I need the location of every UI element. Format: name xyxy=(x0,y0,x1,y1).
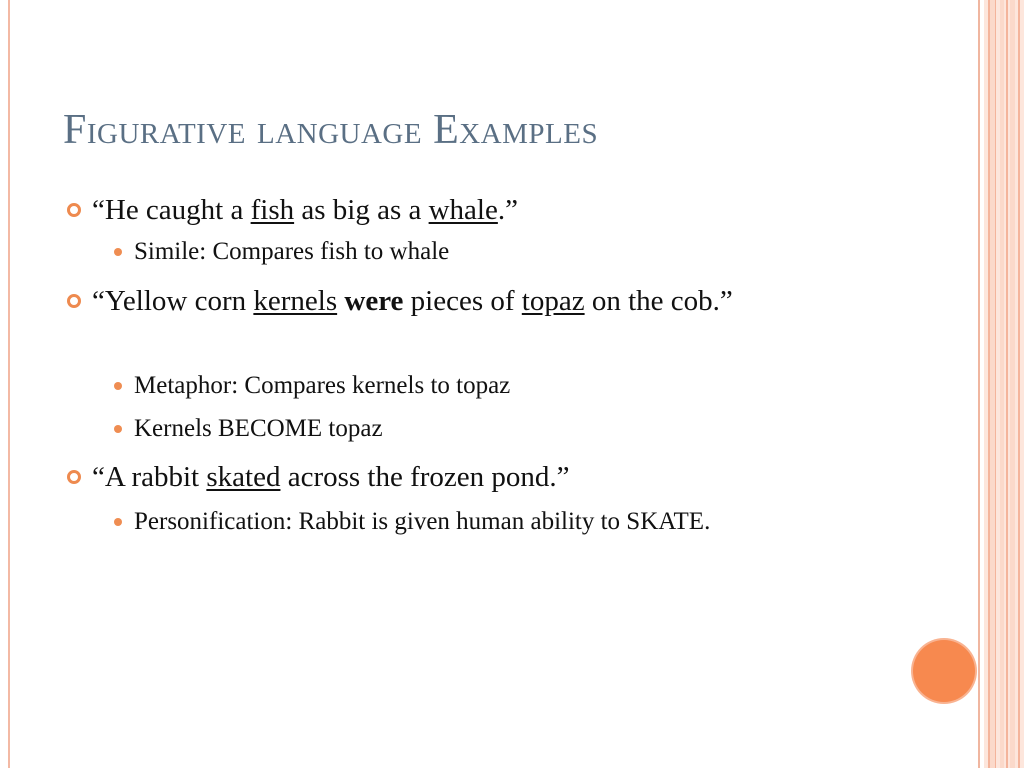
sub-bullet-dot-icon xyxy=(114,248,122,256)
bullet-1-sub-1 xyxy=(134,235,834,269)
bullet-1-text-c: .” xyxy=(497,194,518,226)
slide-frame-right-line xyxy=(978,0,980,768)
bullet-1-sub-1-text: Simile: Compares fish to whale xyxy=(134,238,450,265)
bullet-ring-icon xyxy=(67,470,81,484)
bullet-3-sub-1-text: Personification: Rabbit is given human ability to SKATE. xyxy=(134,508,711,535)
bullet-1-text-a: “He caught a xyxy=(92,194,251,226)
bullet-1-text-b: as big as a xyxy=(294,194,429,226)
bullet-2-sub-1-text: Metaphor: Compares kernels to topaz xyxy=(134,372,511,399)
bullet-3-sub-1 xyxy=(134,505,824,539)
decorative-right-stripes xyxy=(984,0,1024,768)
bullet-ring-icon xyxy=(67,294,81,308)
bullet-1-underlined-whale: whale xyxy=(428,194,498,226)
slide-title: Figurative language Examples xyxy=(63,107,599,153)
bullet-2-text-a: “Yellow corn xyxy=(92,285,254,317)
slide-frame-left-line xyxy=(8,0,10,768)
bullet-2-text-c: pieces of xyxy=(403,285,522,317)
sub-bullet-dot-icon xyxy=(114,518,122,526)
bullet-2-underlined-kernels: kernels xyxy=(253,285,338,317)
bullet-1-underlined-fish: fish xyxy=(250,194,295,226)
bullet-2-underlined-topaz: topaz xyxy=(521,285,585,317)
bullet-2-bold-were: were xyxy=(344,285,404,317)
bullet-3 xyxy=(92,457,892,497)
bullet-2-text-d: on the cob.” xyxy=(584,285,733,317)
sub-bullet-dot-icon xyxy=(114,425,122,433)
bullet-3-underlined-skated: skated xyxy=(206,461,281,493)
bullet-2 xyxy=(92,281,882,321)
bullet-3-text-b: across the frozen pond.” xyxy=(280,461,570,493)
bullet-1 xyxy=(92,190,892,230)
sub-bullet-dot-icon xyxy=(114,382,122,390)
bullet-2-sub-2 xyxy=(134,412,834,446)
bullet-3-text-a: “A rabbit xyxy=(92,461,207,493)
bullet-ring-icon xyxy=(67,203,81,217)
bullet-2-sub-2-text: Kernels BECOME topaz xyxy=(134,415,383,442)
bullet-2-sub-1 xyxy=(134,369,834,403)
decorative-orange-circle xyxy=(913,640,975,702)
